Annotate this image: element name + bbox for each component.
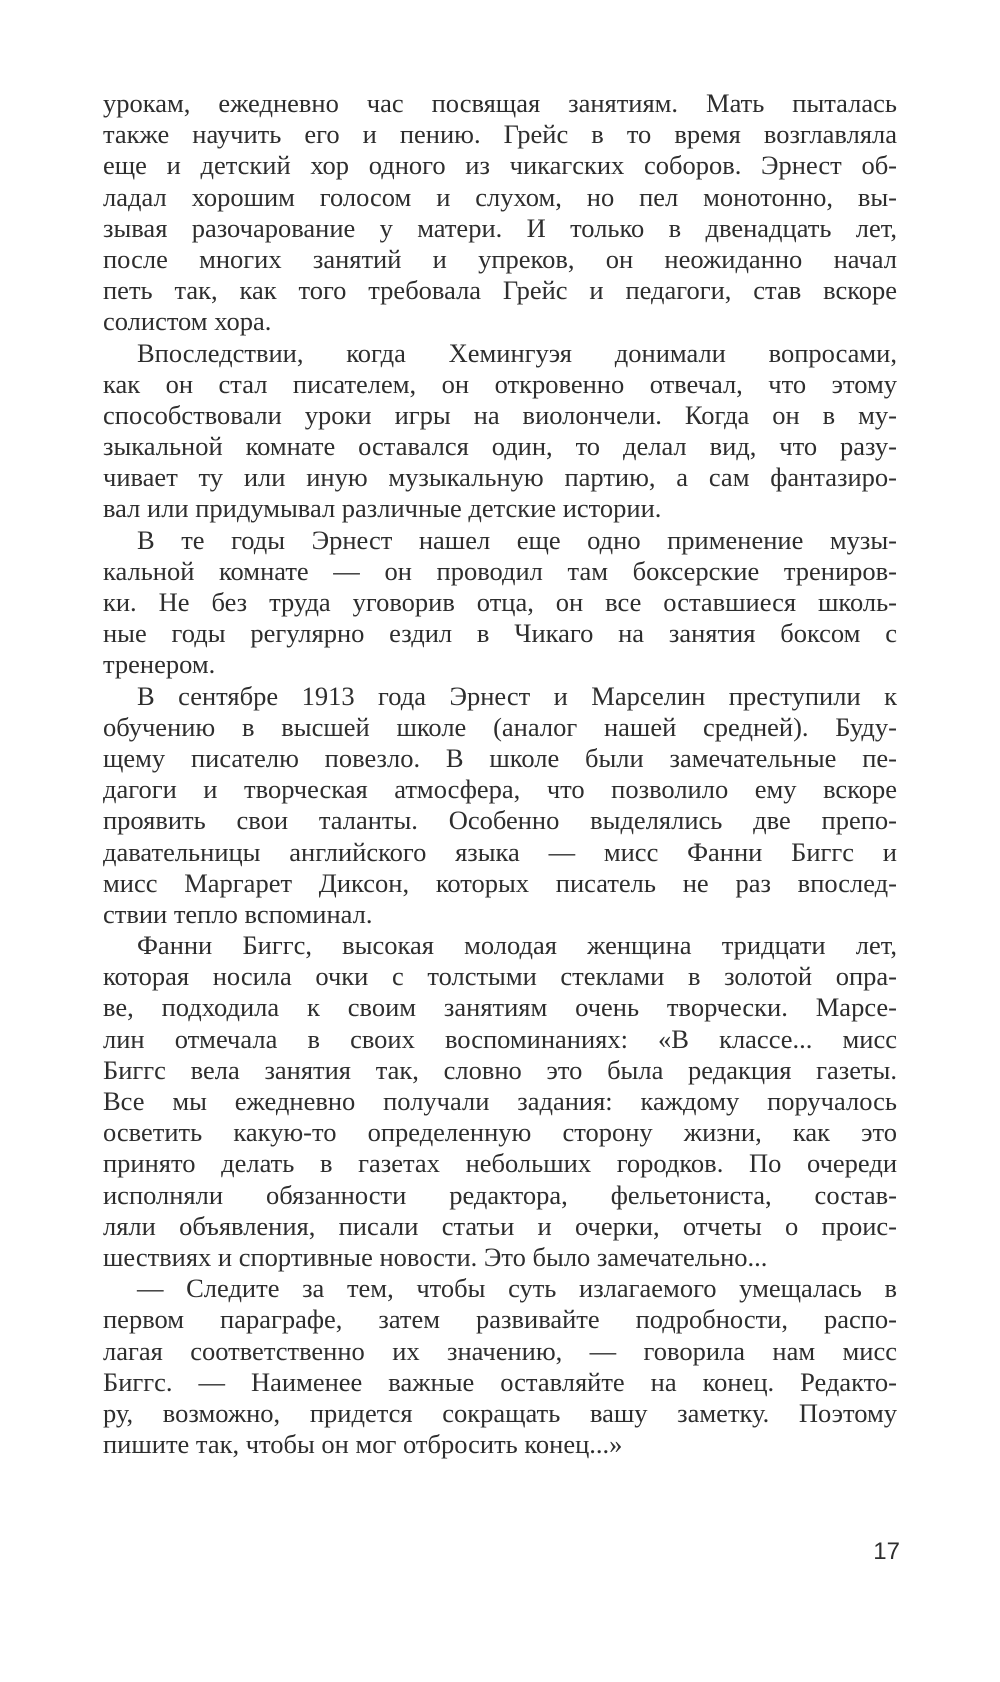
- text-line: ные годы регулярно ездил в Чикаго на занятия боксом с: [103, 618, 897, 649]
- text-line: В сентябре 1913 года Эрнест и Марселин преступили к: [137, 680, 897, 711]
- page-number: 17: [873, 1538, 900, 1565]
- text-line: которая носила очки с толстыми стеклами в золотой опра-: [103, 961, 897, 992]
- text-line: ляли объявления, писали статьи и очерки, отчеты о проис-: [103, 1210, 897, 1241]
- text-line: урокам, ежедневно час посвящая занятиям. Мать пыталась: [103, 88, 897, 118]
- text-line: исполняли обязанности редактора, фельетониста, состав-: [103, 1179, 897, 1210]
- body-text: [103, 88, 897, 1460]
- text-line: петь так, как того требовала Грейс и педагоги, став вскоре: [103, 275, 897, 306]
- text-line: как он стал писателем, он откровенно отвечал, что этому: [103, 368, 897, 399]
- text-line: Фанни Биггс, высокая молодая женщина тридцати лет,: [137, 930, 897, 961]
- text-line: мисс Маргарет Диксон, которых писатель не раз впослед-: [103, 867, 897, 898]
- text-line: зыкальной комнате оставался один, то делал вид, что разу-: [103, 431, 897, 462]
- text-line: вал или придумывал различные детские истории.: [103, 493, 662, 524]
- paragraph: [103, 1273, 897, 1460]
- text-line: ствии тепло вспоминал.: [103, 898, 373, 929]
- text-line: лагая соответственно их значению, — говорила нам мисс: [103, 1335, 897, 1366]
- text-line: лин отмечала в своих воспоминаниях: «В классе... мисс: [103, 1023, 897, 1054]
- text-line: ве, подходила к своим занятиям очень творчески. Марсе-: [103, 992, 897, 1023]
- text-line: проявить свои таланты. Особенно выделялись две препо-: [103, 805, 897, 836]
- paragraph: [103, 525, 897, 681]
- text-line: шествиях и спортивные новости. Это было замечательно...: [103, 1241, 768, 1272]
- text-line: обучению в высшей школе (аналог нашей средней). Буду-: [103, 711, 897, 742]
- text-line: первом параграфе, затем развивайте подробности, распо-: [103, 1304, 897, 1335]
- text-line: пишите так, чтобы он мог отбросить конец...»: [103, 1429, 623, 1460]
- text-line: дагоги и творческая атмосфера, что позволило ему вскоре: [103, 774, 897, 805]
- text-line: давательницы английского языка — мисс Фанни Биггс и: [103, 836, 897, 867]
- text-line: Все мы ежедневно получали задания: каждому поручалось: [103, 1086, 897, 1116]
- text-line: кальной комнате — он проводил там боксерские трениров-: [103, 555, 897, 586]
- text-line: зывая разочарование у матери. И только в двенадцать лет,: [103, 212, 897, 243]
- paragraph: [103, 88, 897, 338]
- text-line: Биггс. — Наименее важные оставляйте на конец. Редакто-: [103, 1366, 897, 1397]
- text-line: Биггс вела занятия так, словно это была редакция газеты.: [103, 1054, 897, 1085]
- text-line: ру, возможно, придется сокращать вашу заметку. Поэтому: [103, 1397, 897, 1428]
- text-line: принято делать в газетах небольших городков. По очереди: [103, 1148, 897, 1179]
- text-line: Впоследствии, когда Хемингуэя донимали вопросами,: [137, 337, 897, 368]
- text-line: тренером.: [103, 649, 216, 680]
- text-line: осветить какую-то определенную сторону жизни, как это: [103, 1117, 897, 1148]
- text-line: В те годы Эрнест нашел еще одно применение музы-: [137, 524, 897, 555]
- text-line: щему писателю повезло. В школе были замечательные пе-: [103, 742, 897, 773]
- text-line: ладал хорошим голосом и слухом, но пел монотонно, вы-: [103, 181, 897, 212]
- text-line: солистом хора.: [103, 306, 272, 337]
- text-line: — Следите за тем, чтобы суть излагаемого умещалась в: [137, 1273, 897, 1304]
- text-line: способствовали уроки игры на виолончели. Когда он в му-: [103, 399, 897, 430]
- text-line: также научить его и пению. Грейс в то время возглавляла: [103, 119, 897, 150]
- paragraph: [103, 930, 897, 1273]
- paragraph: [103, 338, 897, 525]
- text-line: чивает ту или иную музыкальную партию, а сам фантазиро-: [103, 462, 897, 493]
- text-line: ки. Не без труда уговорив отца, он все оставшиеся школь-: [103, 587, 897, 617]
- text-line: еще и детский хор одного из чикагских соборов. Эрнест об-: [103, 150, 897, 181]
- text-line: после многих занятий и упреков, он неожиданно начал: [103, 243, 897, 274]
- paragraph: [103, 681, 897, 931]
